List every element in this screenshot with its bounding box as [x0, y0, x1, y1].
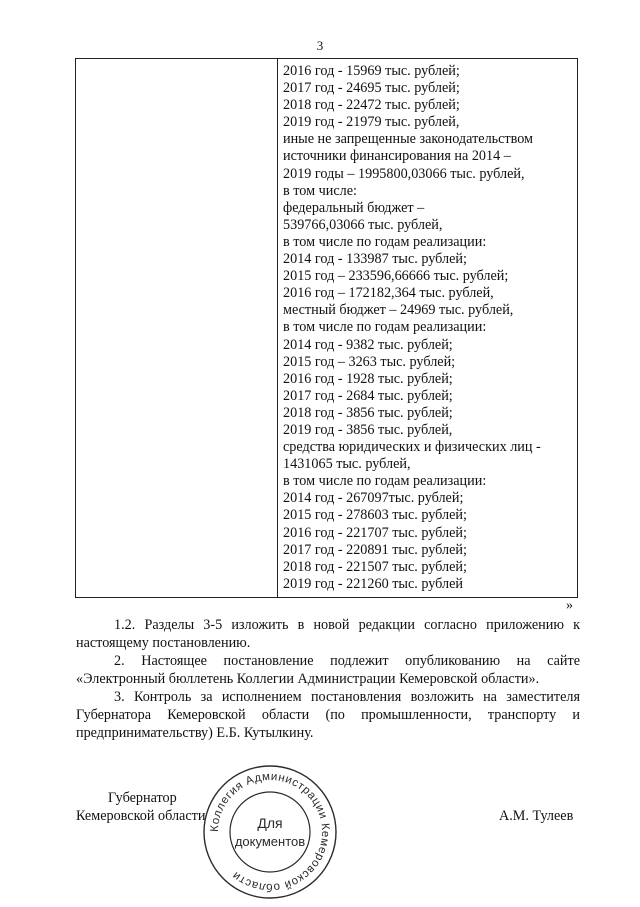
funding-line: 2014 год - 133987 тыс. рублей; — [283, 251, 467, 268]
stamp-ring-text: Коллегия Администрации Кемеровской области — [208, 770, 332, 894]
funding-line: 2019 год - 21979 тыс. рублей, — [283, 114, 460, 131]
funding-line: 2019 годы – 1995800,03066 тыс. рублей, — [283, 165, 525, 182]
funding-line: 2019 год - 3856 тыс. рублей, — [283, 421, 453, 438]
funding-line: 2016 год - 1928 тыс. рублей; — [283, 370, 453, 387]
funding-line: 539766,03066 тыс. рублей, — [283, 216, 443, 233]
funding-line: в том числе: — [283, 182, 357, 199]
page-number: 3 — [316, 38, 324, 53]
funding-line: 2017 год - 2684 тыс. рублей; — [283, 387, 453, 404]
funding-line: 2018 год - 3856 тыс. рублей; — [283, 404, 453, 421]
table-column-divider — [277, 59, 278, 597]
signature-title: Губернатор — [108, 790, 177, 806]
funding-line: 2018 год - 221507 тыс. рублей; — [283, 558, 467, 575]
signature-name: А.М. Тулеев — [499, 808, 574, 824]
funding-line: источники финансирования на 2014 – — [283, 148, 511, 165]
funding-line: 2017 год - 24695 тыс. рублей; — [283, 80, 460, 97]
funding-line: 2014 год - 267097тыс. рублей; — [283, 490, 464, 507]
funding-line: федеральный бюджет – — [283, 199, 425, 216]
paragraph-1-2: 1.2. Разделы 3-5 изложить в новой редакции согласно приложению к настоящему постановлению. — [76, 617, 580, 651]
paragraph-2: 2. Настоящее постановление подлежит опубликованию на сайте «Электронный бюллетень Коллегии Администрации Кемеровской области». — [76, 653, 580, 687]
funding-line: иные не запрещенные законодательством — [283, 131, 534, 148]
funding-line: 2016 год – 172182,364 тыс. рублей, — [283, 285, 494, 302]
funding-line: 2015 год – 3263 тыс. рублей; — [283, 353, 456, 370]
funding-line: 2015 год - 278603 тыс. рублей; — [283, 507, 467, 524]
funding-line: в том числе по годам реализации: — [283, 319, 487, 336]
funding-line: местный бюджет – 24969 тыс. рублей, — [283, 302, 514, 319]
funding-line: 2015 год – 233596,66666 тыс. рублей; — [283, 268, 509, 285]
stamp-center-line1: Для — [257, 815, 283, 831]
funding-line: 2016 год - 221707 тыс. рублей; — [283, 524, 467, 541]
closing-quote: » — [566, 598, 573, 613]
svg-text:Коллегия Администрации Кемеров — [209, 771, 331, 893]
funding-cell-lines — [283, 63, 573, 593]
stamp-seal-graphic — [200, 762, 340, 902]
funding-line: в том числе по годам реализации: — [283, 473, 487, 490]
funding-line: 2014 год - 9382 тыс. рублей; — [283, 336, 453, 353]
funding-line: 1431065 тыс. рублей, — [283, 456, 411, 473]
signature-region: Кемеровской области — [76, 808, 206, 824]
funding-line: 2016 год - 15969 тыс. рублей; — [283, 63, 460, 79]
funding-line: 2019 год - 221260 тыс. рублей — [283, 575, 463, 592]
paragraph-3: 3. Контроль за исполнением постановления возложить на заместителя Губернатора Кемеровской области (по промышленности, транспорту и предпринимательству) Е.Б. Кутылкину. — [76, 689, 580, 741]
funding-line: 2017 год - 220891 тыс. рублей; — [283, 541, 467, 558]
funding-line: средства юридических и физических лиц - — [283, 439, 541, 456]
funding-table — [75, 58, 578, 598]
funding-line: 2018 год - 22472 тыс. рублей; — [283, 97, 460, 114]
official-stamp — [200, 762, 340, 902]
stamp-center-line2: документов — [234, 834, 306, 849]
funding-line: в том числе по годам реализации: — [283, 233, 487, 250]
